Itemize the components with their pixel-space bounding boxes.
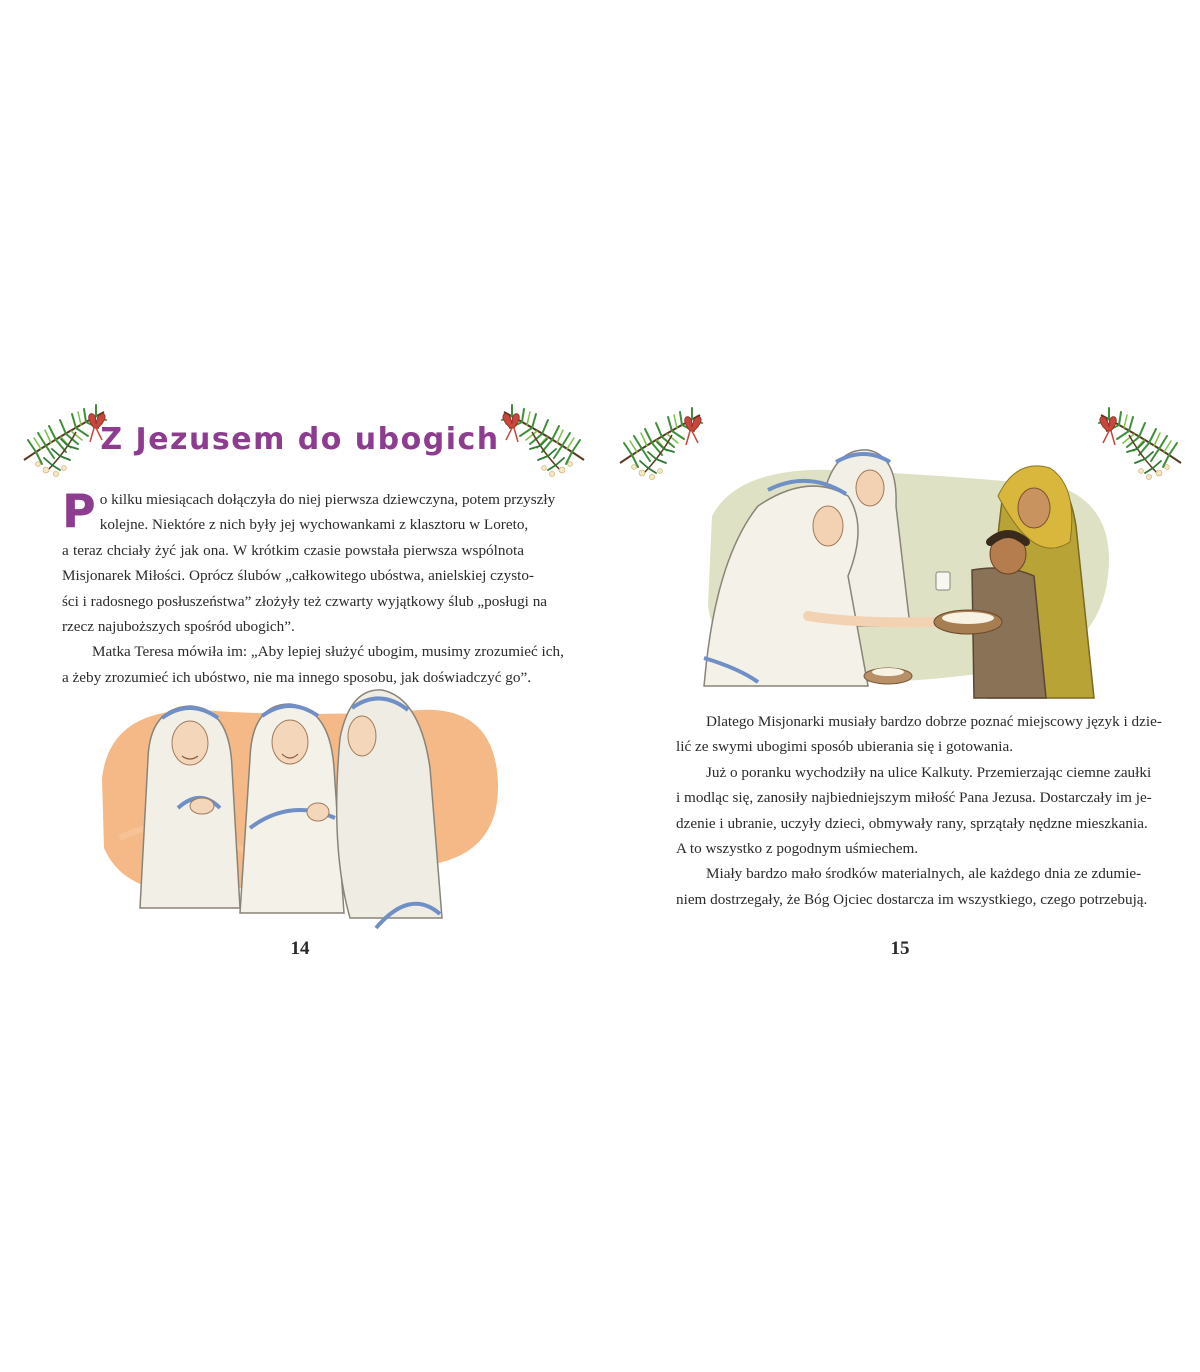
paragraph xyxy=(676,709,1162,760)
drop-cap: P xyxy=(62,484,96,538)
text-line: Matka Teresa mówiła im: „Aby lepiej służyć ubogim, musimy zrozumieć ich, xyxy=(92,643,564,661)
text-line: i modląc się, zanosiły najbiedniejszym miłość Pana Jezusa. Dostarczały im je- xyxy=(676,789,1152,807)
paragraph xyxy=(676,760,1152,862)
text-line: kolejne. Niektóre z nich były jej wychowankami z klasztoru w Loreto, xyxy=(99,516,529,534)
right-page-text xyxy=(676,709,1162,912)
page-number: 14 xyxy=(290,938,310,959)
sisters-illustration xyxy=(90,688,510,938)
text-line: Miały bardzo mało środków materialnych, ale każdego dnia ze zdumie- xyxy=(706,865,1142,883)
text-line: niem dostrzegały, że Bóg Ojciec dostarcza im wszystkiego, czego potrzebują. xyxy=(676,890,1148,908)
paragraph xyxy=(676,861,1148,912)
text-line: rzecz najuboższych spośród ubogich”. xyxy=(62,618,295,636)
chapter-title: Z Jezusem do ubogich xyxy=(100,422,500,457)
pine-sprig-icon xyxy=(612,405,707,480)
text-line: Dlatego Misjonarki musiały bardzo dobrze poznać miejscowy język i dzie- xyxy=(706,713,1162,730)
text-line: A to wszystko z pogodnym uśmiechem. xyxy=(676,840,919,858)
text-line: Misjonarek Miłości. Oprócz ślubów „całkowitego ubóstwa, anielskiej czysto- xyxy=(62,567,534,585)
paragraph xyxy=(62,639,564,690)
text-line: lić ze swymi ubogimi sposób ubierania się i gotowania. xyxy=(676,738,1014,756)
left-page-text xyxy=(62,484,564,690)
page-number: 15 xyxy=(890,938,910,959)
text-line: a żeby zrozumieć ich ubóstwo, nie ma innego sposobu, jak doświadczyć go”. xyxy=(62,668,531,686)
text-line: o kilku miesiącach dołączyła do niej pierwsza dziewczyna, potem przyszły xyxy=(99,491,556,508)
sisters-feeding-illustration xyxy=(698,446,1118,707)
paragraph xyxy=(62,484,556,639)
text-line: ści i radosnego posłuszeństwa” złożyły też czwarty wyjątkowy ślub „posługi na xyxy=(62,592,548,610)
text-line: Już o poranku wychodziły na ulice Kalkuty. Przemierzając ciemne zaułki xyxy=(706,763,1152,781)
text-line: dzenie i ubranie, uczyły dzieci, obmywały rany, sprzątały nędzne mieszkania. xyxy=(676,814,1148,832)
text-line: a teraz chciały żyć jak ona. W krótkim czasie powstała pierwsza wspólnota xyxy=(62,541,524,559)
